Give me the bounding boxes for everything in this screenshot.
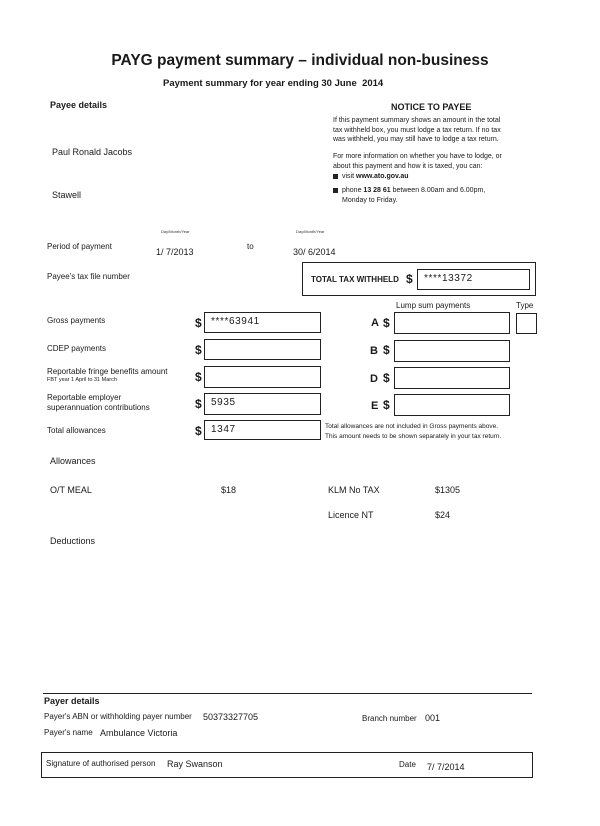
notice-title: NOTICE TO PAYEE [391, 102, 472, 112]
super-label-line-2: superannuation contributions [47, 403, 150, 412]
tfn-label: Payee's tax file number [47, 272, 130, 281]
notice-para-2-line-1: For more information on whether you have to lodge, or [333, 153, 502, 160]
period-label: Period of payment [47, 242, 112, 251]
fringe-field[interactable] [204, 366, 321, 388]
payee-town: Stawell [52, 190, 82, 200]
cdep-label: CDEP payments [47, 344, 106, 353]
super-label-line-1: Reportable employer [47, 393, 122, 402]
phone-suffix: between 8.00am and 6.00pm, [392, 187, 486, 194]
super-field[interactable] [204, 393, 321, 415]
lump-d-currency: $ [383, 371, 390, 385]
super-value: 5935 [211, 397, 236, 408]
period-from: 1/ 7/2013 [156, 247, 194, 257]
type-field[interactable] [516, 313, 537, 334]
notice-phone [333, 186, 485, 206]
gross-field[interactable] [204, 312, 321, 333]
allowances-total-value: 1347 [211, 424, 236, 435]
total-tax-label: TOTAL TAX WITHHELD [311, 275, 399, 284]
lump-a-field[interactable] [394, 312, 510, 334]
page-subtitle [163, 78, 383, 89]
super-currency: $ [195, 397, 202, 411]
bullet-icon [333, 174, 338, 179]
total-tax-field[interactable] [417, 269, 530, 290]
fringe-sub: FBT year 1 April to 31 March [47, 377, 117, 383]
type-header: Type [516, 301, 534, 310]
lump-d-field[interactable] [394, 367, 510, 389]
lump-e-currency: $ [383, 398, 390, 412]
lump-b-currency: $ [383, 343, 390, 357]
subtitle-text: Payment summary for year ending 30 June [163, 78, 357, 89]
allowance-item-name: Licence NT [328, 510, 374, 520]
branch-number: 001 [425, 713, 441, 723]
date-hint-to: Day/Month/Year [296, 229, 325, 234]
bullet-icon [333, 188, 338, 193]
allowance-item-amount: $1305 [435, 485, 461, 495]
payer-name: Ambulance Victoria [100, 728, 178, 738]
allowance-item-amount: $18 [221, 485, 237, 495]
allowances-title: Allowances [50, 456, 96, 466]
date-label: Date [399, 760, 416, 769]
cdep-currency: $ [195, 343, 202, 357]
lump-a-currency: $ [383, 316, 390, 330]
allowances-total-field[interactable] [204, 420, 321, 440]
notice-para-1-line-1: If this payment summary shows an amount in the total [333, 117, 501, 124]
notice-para-2 [333, 152, 502, 171]
allowance-item-name: KLM No TAX [328, 485, 380, 495]
visit-prefix: visit [342, 173, 355, 180]
total-tax-panel [302, 262, 536, 296]
phone-line-2: Monday to Friday. [342, 197, 398, 204]
allowances-currency: $ [195, 424, 202, 438]
phone-prefix: phone [342, 187, 362, 194]
ato-website[interactable]: www.ato.gov.au [356, 173, 409, 180]
signature-name: Ray Swanson [167, 759, 223, 769]
page-title: PAYG payment summary – individual non-business [111, 52, 489, 69]
payee-name: Paul Ronald Jacobs [52, 147, 133, 157]
gross-value: ****63941 [211, 316, 260, 327]
super-label [47, 393, 150, 413]
signature-label: Signature of authorised person [46, 759, 156, 768]
allowance-note-line-2: This amount needs to be shown separately in your tax return. [325, 433, 502, 440]
notice-para-2-line-2: about this payment and how it is taxed, you can: [333, 162, 483, 170]
deductions-title: Deductions [50, 536, 96, 546]
lump-d-label: D [370, 373, 378, 385]
total-tax-currency: $ [406, 272, 413, 286]
allowances-total-label: Total allowances [47, 426, 106, 435]
fringe-label: Reportable fringe benefits amount [47, 367, 168, 376]
lump-e-label: E [371, 400, 379, 412]
gross-currency: $ [195, 316, 202, 330]
period-to: 30/ 6/2014 [293, 247, 336, 257]
cdep-field[interactable] [204, 339, 321, 360]
allowance-note-line-1: Total allowances are not included in Gross payments above. [325, 423, 499, 430]
allowance-note [325, 422, 501, 442]
notice-para-1 [333, 116, 501, 145]
branch-label: Branch number [362, 714, 417, 723]
lump-b-field[interactable] [394, 340, 510, 362]
signature-panel [41, 752, 533, 778]
date-value: 7/ 7/2014 [427, 762, 465, 772]
payee-details-heading: Payee details [50, 100, 108, 110]
lump-sum-header: Lump sum payments [396, 301, 471, 310]
notice-para-1-line-2: tax withheld box, you must lodge a tax return. If no tax [333, 126, 501, 134]
payer-abn: 50373327705 [203, 712, 259, 722]
phone-number: 13 28 61 [363, 187, 391, 194]
allowance-item-amount: $24 [435, 510, 451, 520]
payer-details-heading: Payer details [44, 696, 100, 706]
period-to-label: to [247, 242, 254, 251]
lump-b-label: B [370, 345, 378, 357]
payer-name-label: Payer's name [44, 728, 93, 737]
date-hint-from: Day/Month/Year [161, 229, 190, 234]
notice-visit [333, 173, 409, 180]
gross-label: Gross payments [47, 316, 106, 325]
payer-divider [43, 693, 532, 694]
lump-e-field[interactable] [394, 394, 510, 416]
notice-para-1-line-3: was withheld, you may still have to lodge a tax return. [333, 136, 499, 143]
fringe-currency: $ [195, 370, 202, 384]
payer-abn-label: Payer's ABN or withholding payer number [44, 712, 192, 721]
total-tax-value: ****13372 [424, 273, 473, 284]
allowance-item-name: O/T MEAL [50, 485, 92, 495]
subtitle-year: 2014 [362, 78, 384, 89]
lump-a-label: A [371, 317, 379, 329]
